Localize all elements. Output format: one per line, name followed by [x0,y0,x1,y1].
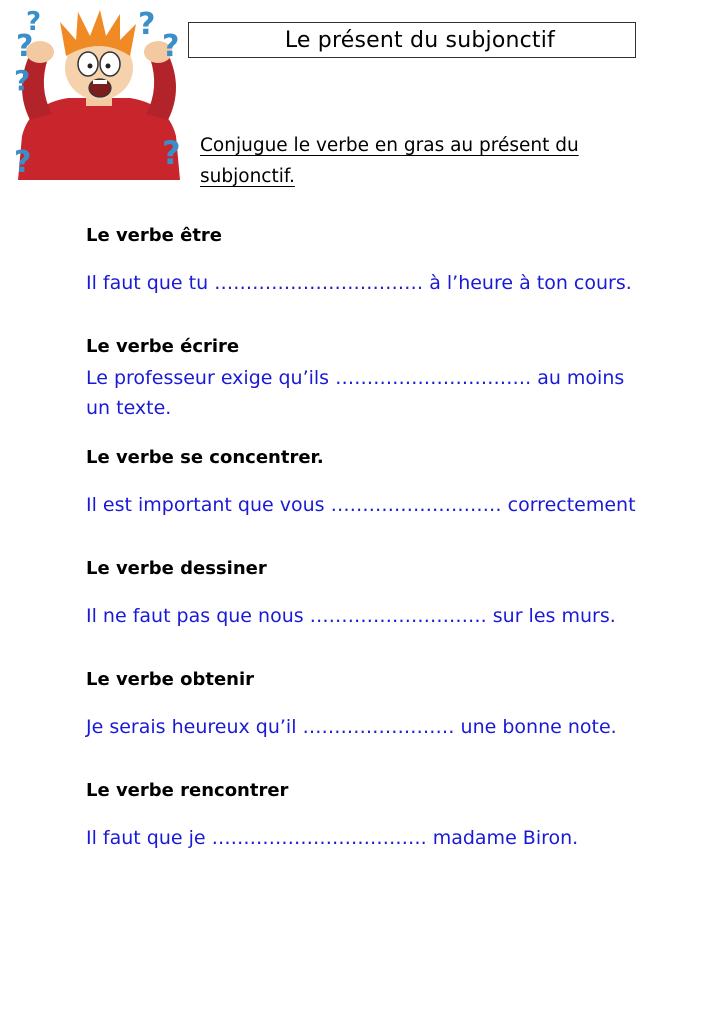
exercise-sentence: Le professeur exige qu’ils …………………………. au moins un texte. [86,367,625,419]
exercise-heading: Le verbe obtenir [86,669,255,690]
exercise-heading: Le verbe être [86,225,223,246]
exercise-sentence: Il faut que je ……………………………. madame Biron. [86,827,579,849]
exercise-sentence: Il faut que tu …………………………… à l’heure à ton cours. [86,272,632,294]
exercise-item [86,668,646,742]
exercise-heading: Le verbe se concentrer. [86,447,324,468]
exercise-heading: Le verbe rencontrer [86,780,289,801]
exercise-item [86,335,646,423]
exercise-item [86,779,646,853]
svg-text:?: ? [162,134,181,172]
svg-text:?: ? [14,145,32,180]
page-title: Le présent du subjonctif [284,27,555,53]
svg-text:?: ? [16,29,34,64]
svg-text:?: ? [162,29,180,64]
exercise-item [86,224,646,298]
instruction-text: Conjugue le verbe en gras au présent du subjonctif. [200,135,579,187]
exercise-item [86,557,646,631]
page-title-box [188,22,636,58]
svg-text:?: ? [14,64,31,97]
exercise-sentence: Il ne faut pas que nous ………………………. sur les murs. [86,605,616,627]
exercise-heading: Le verbe dessiner [86,558,267,579]
exercise-heading: Le verbe écrire [86,336,240,357]
confused-man-illustration [8,8,190,180]
exercise-sentence: Je serais heureux qu’il …………………… une bonne note. [86,716,617,738]
confused-man-icon [8,8,190,180]
svg-text:?: ? [26,8,42,37]
exercise-item [86,446,646,520]
svg-text:?: ? [138,8,156,42]
exercise-sentence: Il est important que vous ……………………… correctement [86,494,636,516]
